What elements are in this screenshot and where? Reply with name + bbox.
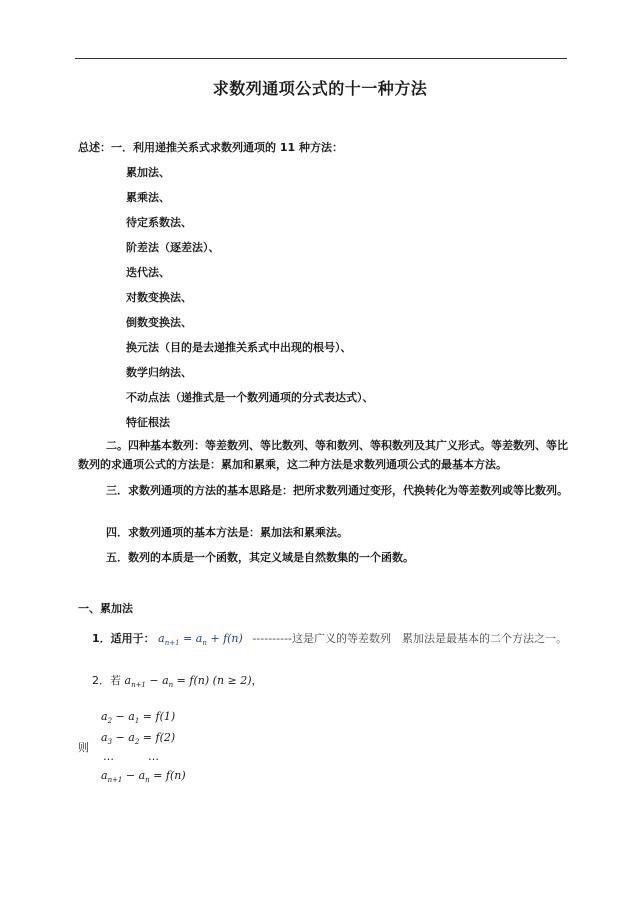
- recurrence-formula: $a_{n+1} = a_n + f(n)$: [158, 632, 243, 647]
- list-item: 迭代法、: [126, 266, 170, 279]
- equation-row-1: $a_2 - a_1 = f(1)$: [101, 710, 176, 725]
- equation-row-n: $a_{n+1} - a_n = f(n)$: [101, 769, 186, 784]
- item-one: [92, 632, 567, 646]
- list-item: 换元法（目的是去递推关系式中出现的根号）、: [126, 341, 352, 354]
- f-of-n: f(n): [165, 769, 186, 782]
- point-three: 三．求数列通项的方法的基本思路是：把所求数列通过变形，代换转化为等差数列或等比数列。: [106, 484, 568, 497]
- list-item: 数学归纳法、: [126, 366, 192, 379]
- list-item: 特征根法: [126, 416, 170, 429]
- section-heading-accumulation: 一、累加法: [78, 602, 133, 615]
- header-rule: [75, 58, 567, 59]
- list-item: 待定系数法、: [126, 216, 192, 229]
- point-two: 二。四种基本数列：等差数列、等比数列、等和数列、等积数列及其广义形式。等差数列、等比数列的求通项公式的方法是：累加和累乘，这二种方法是求数列通项公式的最基本方法。: [78, 439, 568, 471]
- equation-row-2: $a_3 - a_2 = f(2)$: [101, 731, 176, 746]
- ellipsis-right: …: [148, 750, 159, 763]
- page-title: 求数列通项公式的十一种方法: [212, 79, 428, 98]
- list-item: 累加法、: [126, 166, 170, 179]
- summary-intro: 总述：一．利用递推关系式求数列通项的 11 种方法：: [78, 141, 343, 154]
- n-condition: (n ≥ 2): [212, 674, 252, 687]
- item-two: [92, 674, 263, 688]
- list-item: 累乘法、: [126, 191, 170, 204]
- list-item: 阶差法（逐差法）、: [126, 241, 220, 254]
- f-two: f(2): [155, 731, 176, 744]
- f-one: f(1): [155, 710, 176, 723]
- list-item: 倒数变换法、: [126, 316, 192, 329]
- point-five: 五．数列的本质是一个函数，其定义域是自然数集的一个函数。: [106, 551, 414, 564]
- point-four: 四．求数列通项的基本方法是：累加法和累乘法。: [106, 526, 348, 539]
- then-label: 则: [78, 741, 89, 754]
- list-item: 对数变换法、: [126, 291, 192, 304]
- difference-formula: $a_{n+1} - a_n = f(n) (n \ge 2)$: [124, 674, 252, 689]
- f-of-n: f(n): [189, 674, 210, 687]
- f-of-n: f(n): [223, 632, 243, 645]
- item-two-suffix: ，: [251, 674, 263, 687]
- list-item: 不动点法（递推式是一个数列通项的分式表达式）、: [126, 391, 374, 404]
- ellipsis-left: …: [103, 750, 114, 763]
- item-one-note: ----------这是广义的等差数列 累加法是最基本的二个方法之一。: [252, 632, 568, 645]
- item-one-label: 1．适用于：: [92, 632, 155, 645]
- item-two-prefix: 2．若: [92, 674, 121, 687]
